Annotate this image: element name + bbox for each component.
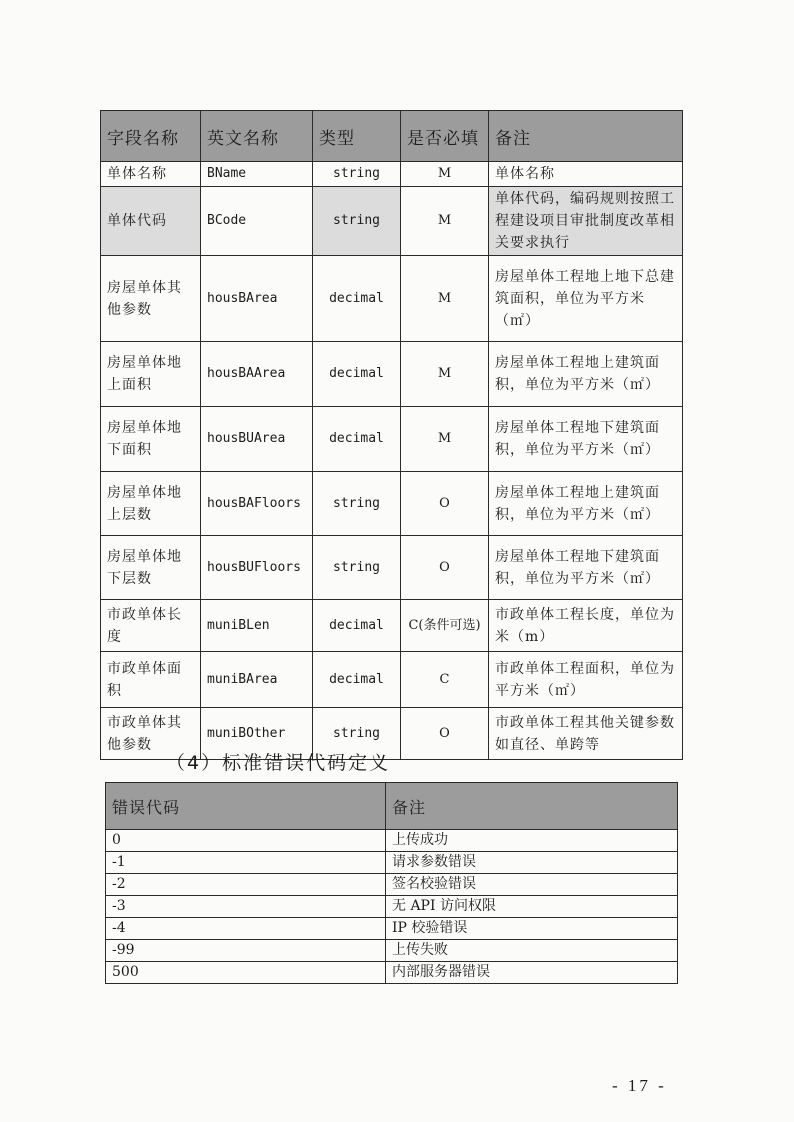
error-remark: 上传失败 bbox=[386, 940, 678, 962]
table-row bbox=[101, 256, 683, 342]
table-header-row bbox=[106, 783, 678, 830]
field-required: O bbox=[401, 472, 489, 536]
field-type: string bbox=[313, 162, 401, 187]
table-row bbox=[106, 962, 678, 984]
error-code: -2 bbox=[106, 874, 386, 896]
error-remark: 上传成功 bbox=[386, 830, 678, 852]
field-type: decimal bbox=[313, 652, 401, 708]
field-en-name: muniBLen bbox=[201, 600, 313, 652]
field-required: O bbox=[401, 708, 489, 760]
field-remark: 市政单体工程面积，单位为平方米（㎡） bbox=[489, 652, 683, 708]
table-row bbox=[101, 407, 683, 472]
field-en-name: BName bbox=[201, 162, 313, 187]
field-en-name: housBAFloors bbox=[201, 472, 313, 536]
table-row bbox=[101, 472, 683, 536]
error-code-table bbox=[105, 782, 678, 984]
header-required: 是否必填 bbox=[401, 111, 489, 162]
table-row bbox=[101, 187, 683, 256]
error-remark: 请求参数错误 bbox=[386, 852, 678, 874]
error-code: -1 bbox=[106, 852, 386, 874]
table-row bbox=[101, 536, 683, 600]
field-cn-name: 房屋单体地下面积 bbox=[101, 407, 201, 472]
field-definition-table bbox=[100, 110, 683, 760]
error-remark: IP 校验错误 bbox=[386, 918, 678, 940]
table-row bbox=[101, 162, 683, 187]
field-type: decimal bbox=[313, 342, 401, 407]
field-cn-name: 市政单体长度 bbox=[101, 600, 201, 652]
field-remark: 房屋单体工程地下建筑面积，单位为平方米（㎡） bbox=[489, 407, 683, 472]
header-field-name: 字段名称 bbox=[101, 111, 201, 162]
field-cn-name: 房屋单体其他参数 bbox=[101, 256, 201, 342]
field-remark: 房屋单体工程地下建筑面积，单位为平方米（㎡） bbox=[489, 536, 683, 600]
field-cn-name: 单体名称 bbox=[101, 162, 201, 187]
field-remark: 房屋单体工程地上地下总建筑面积，单位为平方米（㎡） bbox=[489, 256, 683, 342]
field-en-name: housBUFloors bbox=[201, 536, 313, 600]
field-cn-name: 市政单体面积 bbox=[101, 652, 201, 708]
table-row bbox=[101, 342, 683, 407]
field-en-name: housBAArea bbox=[201, 342, 313, 407]
field-en-name: housBArea bbox=[201, 256, 313, 342]
field-required: M bbox=[401, 407, 489, 472]
field-required: C bbox=[401, 652, 489, 708]
table-row bbox=[106, 874, 678, 896]
field-required: M bbox=[401, 187, 489, 256]
field-required: O bbox=[401, 536, 489, 600]
field-en-name: housBUArea bbox=[201, 407, 313, 472]
field-cn-name: 房屋单体地上面积 bbox=[101, 342, 201, 407]
field-remark: 市政单体工程其他关键参数如直径、单跨等 bbox=[489, 708, 683, 760]
field-en-name: muniBOther bbox=[201, 708, 313, 760]
field-type: decimal bbox=[313, 600, 401, 652]
field-required: M bbox=[401, 342, 489, 407]
field-remark: 单体代码，编码规则按照工程建设项目审批制度改革相关要求执行 bbox=[489, 187, 683, 256]
field-remark: 市政单体工程长度，单位为米（m） bbox=[489, 600, 683, 652]
field-cn-name: 单体代码 bbox=[101, 187, 201, 256]
table-header-row bbox=[101, 111, 683, 162]
field-required: M bbox=[401, 256, 489, 342]
error-code: -4 bbox=[106, 918, 386, 940]
table-row bbox=[106, 830, 678, 852]
error-remark: 签名校验错误 bbox=[386, 874, 678, 896]
field-en-name: muniBArea bbox=[201, 652, 313, 708]
header-remark: 备注 bbox=[489, 111, 683, 162]
error-remark: 无 API 访问权限 bbox=[386, 896, 678, 918]
field-required: C(条件可选) bbox=[401, 600, 489, 652]
field-cn-name: 市政单体其他参数 bbox=[101, 708, 201, 760]
field-type: decimal bbox=[313, 407, 401, 472]
header-type: 类型 bbox=[313, 111, 401, 162]
table-row bbox=[101, 600, 683, 652]
field-cn-name: 房屋单体地上层数 bbox=[101, 472, 201, 536]
table-row bbox=[101, 652, 683, 708]
field-remark: 房屋单体工程地上建筑面积，单位为平方米（㎡） bbox=[489, 472, 683, 536]
field-type: string bbox=[313, 708, 401, 760]
page-number: - 17 - bbox=[612, 1076, 667, 1095]
header-english-name: 英文名称 bbox=[201, 111, 313, 162]
table-row bbox=[106, 918, 678, 940]
field-type: decimal bbox=[313, 256, 401, 342]
table-row bbox=[106, 852, 678, 874]
error-code: -99 bbox=[106, 940, 386, 962]
table-row bbox=[106, 940, 678, 962]
field-required: M bbox=[401, 162, 489, 187]
field-en-name: BCode bbox=[201, 187, 313, 256]
field-type: string bbox=[313, 472, 401, 536]
field-type: string bbox=[313, 187, 401, 256]
field-cn-name: 房屋单体地下层数 bbox=[101, 536, 201, 600]
error-code: -3 bbox=[106, 896, 386, 918]
error-code: 0 bbox=[106, 830, 386, 852]
field-type: string bbox=[313, 536, 401, 600]
error-remark: 内部服务器错误 bbox=[386, 962, 678, 984]
field-remark: 房屋单体工程地上建筑面积，单位为平方米（㎡） bbox=[489, 342, 683, 407]
field-remark: 单体名称 bbox=[489, 162, 683, 187]
table-row bbox=[106, 896, 678, 918]
section-title: （4）标准错误代码定义 bbox=[166, 752, 391, 774]
header-remark: 备注 bbox=[386, 783, 678, 830]
header-error-code: 错误代码 bbox=[106, 783, 386, 830]
error-code: 500 bbox=[106, 962, 386, 984]
